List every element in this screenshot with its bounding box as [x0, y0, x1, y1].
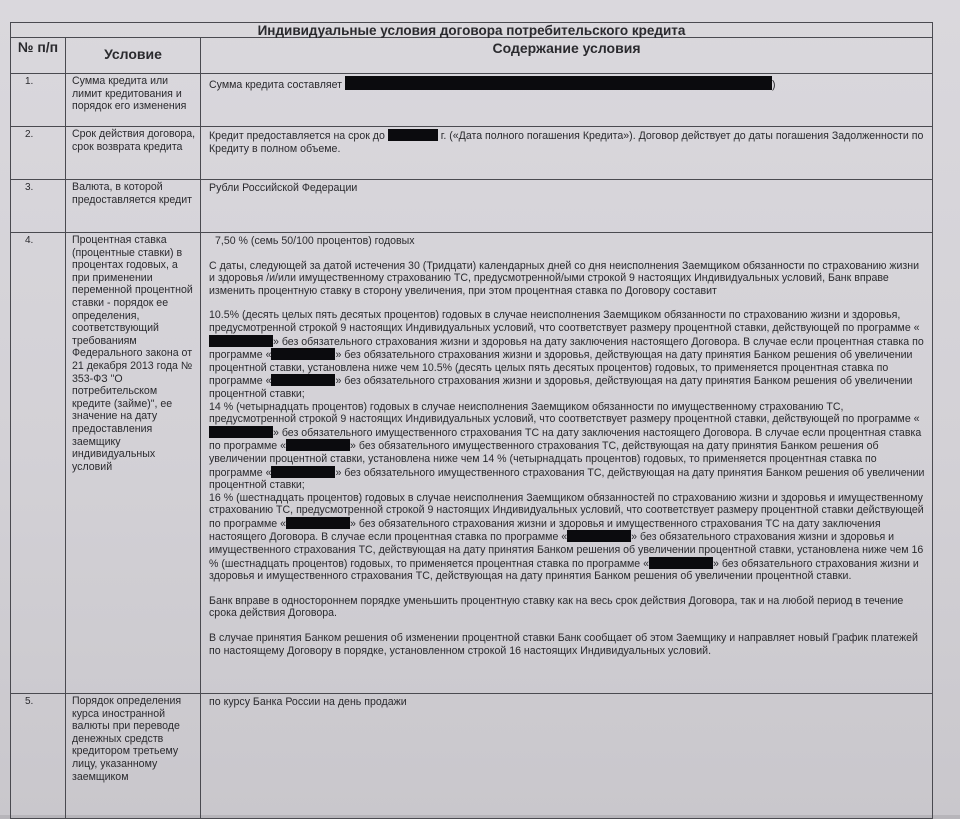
rate-notice-paragraph: В случае принятия Банком решения об изменении процентной ставки Банк сообщает об этом Заемщику и направляет новый График платежей по настоящему Договору в порядке, установленном строкой 16 настоящих Индивидуальных условий. [209, 632, 918, 657]
redacted-program [286, 517, 350, 529]
row-number: 1. [11, 74, 66, 127]
content-text: » без обязательного имущественного страхования ТС, действующая на дату принятия Банком решения об увеличении процентной ставки; [209, 466, 925, 492]
content-text: Кредит предоставляется на срок до [209, 130, 385, 142]
row-content: Рубли Российской Федерации [201, 180, 933, 233]
redacted-program [271, 348, 335, 360]
row-condition: Валюта, в которой предоставляется кредит [66, 180, 201, 233]
redacted-amount [345, 76, 772, 90]
row-condition: Порядок определения курса иностранной валюты при переводе денежных средств кредитором третьему лицу, указанному заемщиком [66, 694, 201, 819]
row-content [201, 127, 933, 180]
rate-decrease-paragraph: Банк вправе в одностороннем порядке уменьшить процентную ставку как на весь срок действия Договора, так и на любой период в течение срока действия Договора. [209, 594, 904, 620]
rate-change-paragraph: С даты, следующей за датой истечения 30 (Тридцати) календарных дней со дня неисполнения Заемщиком обязанности по страхованию жизни и здоровья /и/или имущественному страхованию ТС, предусмотренной/ыми строкой 9 настоящих Индивидуальных условий, Банк вправе изменить процентную ставку в сторону увеличения, при этом процентная ставка по Договору составит [209, 259, 920, 297]
content-text: ) [771, 79, 776, 91]
redacted-program [271, 466, 335, 478]
content-text: » без обязательного страхования жизни и здоровья на дату заключения настоящего Договора. В случае если процентная ставка по программе « [209, 335, 924, 362]
content-text: » без обязательного страхования жизни и здоровья и имущественного страхования ТС, действующая на дату принятия Банком решения об увеличении процентной ставки, установлена ниже чем 16 % (шестнадцать процентов) годовых, то применяется процентная ставка по программе « [209, 531, 924, 570]
row-content: по курсу Банка России на день продажи [201, 694, 933, 819]
row-number: 4. [11, 233, 66, 694]
row-condition: Срок действия договора, срок возврата кредита [66, 127, 201, 180]
rate-16-paragraph [209, 492, 926, 583]
redacted-program [271, 374, 335, 386]
document-title: Индивидуальные условия договора потребительского кредита [11, 23, 933, 38]
interest-rate: 7,50 % (семь 50/100 процентов) годовых [215, 235, 415, 247]
content-text: » без обязательного страхования жизни и здоровья и имущественного страхования ТС, действующая на дату принятия Банком решения об увеличении процентной ставки. [209, 557, 919, 583]
row-condition: Процентная ставка (процентные ставки) в процентах годовых, а при применении переменной процентной ставки - порядок ее определения, соответствующий требованиям Федерального закона от 21 декабря 2013 года № 353-ФЗ "О потребительском кредите (займе)", ее значение на дату предоставления заемщику индивидуальных условий [66, 233, 201, 694]
row-number: 5. [11, 694, 66, 819]
row-condition: Сумма кредита или лимит кредитования и порядок его изменения [66, 74, 201, 127]
content-text: 14 % (четырнадцать процентов) годовых в случае неисполнения Заемщиком обязанности по имущественному страхованию ТС, предусмотренной строкой 9 настоящих Индивидуальных условий, что соответствует размеру процентной ставки, действующей по программе « [209, 400, 920, 426]
header-condition: Условие [66, 38, 201, 74]
redacted-program [649, 557, 713, 569]
content-text: » без обязательного имущественного страхования ТС, действующая на дату принятия Банком решения об увеличении процентной ставки, установлена ниже чем 14 % (четырнадцать процентов) годовых, то применяется процентная ставка по программе « [209, 440, 879, 479]
redacted-program [209, 335, 273, 347]
content-text: » без обязательного страхования жизни и здоровья и имущественного страхования ТС на дату заключения настоящего Договора. В случае если процентная ставка по программе « [209, 517, 881, 544]
redacted-program [209, 426, 273, 438]
header-number: № п/п [11, 38, 66, 74]
redacted-program [567, 530, 631, 542]
content-text: » без обязательного имущественного страхования ТС на дату заключения настоящего Договора. В случае если процентная ставка по программе « [209, 426, 922, 453]
table-row [11, 233, 933, 694]
content-text: » без обязательного страхования жизни и здоровья, действующая на дату принятия Банком решения об увеличении процентной ставки; [209, 375, 913, 400]
rate-10-5-paragraph [209, 309, 926, 400]
row-content [201, 74, 933, 127]
table-row [11, 694, 933, 819]
redacted-program [286, 439, 350, 451]
row-number: 3. [11, 180, 66, 233]
credit-conditions-table [10, 22, 933, 819]
content-text: Сумма кредита составляет [209, 79, 343, 91]
row-number: 2. [11, 127, 66, 180]
redacted-date [388, 129, 438, 141]
rate-14-paragraph [209, 401, 926, 492]
table-row [11, 127, 933, 180]
content-text: » без обязательного страхования жизни и здоровья, действующая на дату принятия Банком решения об увеличении процентной ставки, установлена ниже чем 10.5% (десять целых пять десятых процентов) годовых, то применяется процентная ставка по программе « [209, 349, 913, 388]
table-row [11, 180, 933, 233]
header-content: Содержание условия [201, 38, 933, 74]
content-text: г. («Дата полного погашения Кредита»). Договор действует до даты погашения Задолженности по Кредиту в полном объеме. [209, 130, 924, 155]
content-text: 16 % (шестнадцать процентов) годовых в случае неисполнения Заемщиком обязанностей по страхованию жизни и здоровья и имущественному страхованию ТС, предусмотренной строкой 9 настоящих Индивидуальных условий, что соответствует размеру процентной ставки действующей по программе « [209, 491, 924, 530]
table-row [11, 74, 933, 127]
row-content [201, 233, 933, 694]
content-text: 10.5% (десять целых пять десятых процентов) годовых в случае неисполнения Заемщиком обязанности по страхованию жизни и здоровья, предусмотренной строкой 9 настоящих Индивидуальных условий, что соответствует размеру процентной ставки, действующей по программе « [209, 309, 920, 334]
